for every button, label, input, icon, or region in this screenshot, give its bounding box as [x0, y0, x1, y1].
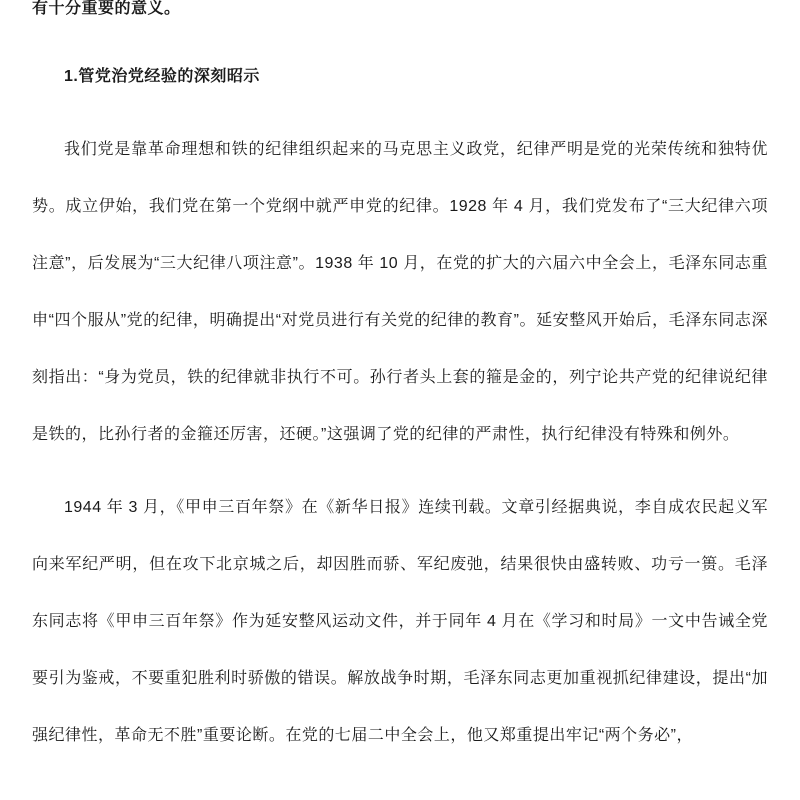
- paragraph: 1944 年 3 月，《甲申三百年祭》在《新华日报》连续刊载。文章引经据典说，李自成农民起义军向来军纪严明，但在攻下北京城之后，却因胜而骄、军纪废弛，结果很快由盛转败、功亏一篑。毛泽东同志将《甲申三百年祭》作为延安整风运动文件，并于同年 4 月在《学习和时局》一文中告诫全党要引为鉴戒，不要重犯胜利时骄傲的错误。解放战争时期，毛泽东同志更加重视抓纪律建设，提出“加强纪律性，革命无不胜”重要论断。在党的七届二中全会上，他又郑重提出牢记“两个务必”，: [32, 499, 768, 744]
- intro-fragment: 有十分重要的意义。: [32, 0, 181, 17]
- paragraph: 我们党是靠革命理想和铁的纪律组织起来的马克思主义政党，纪律严明是党的光荣传统和独特优势。成立伊始，我们党在第一个党纲中就严申党的纪律。1928 年 4 月，我们党发布了“三大纪律六项注意”，后发展为“三大纪律八项注意”。1938 年 10 月，在党的扩大的六届六中全会上，毛泽东同志重申“四个服从”党的纪律，明确提出“对党员进行有关党的纪律的教育”。延安整风开始后，毛泽东同志深刻指出：“身为党员，铁的纪律就非执行不可。孙行者头上套的箍是金的，列宁论共产党的纪律说纪律是铁的，比孙行者的金箍还厉害，还硬。”这强调了党的纪律的严肃性，执行纪律没有特殊和例外。: [32, 141, 768, 443]
- section-heading: 1.管党治党经验的深刻昭示: [64, 68, 260, 85]
